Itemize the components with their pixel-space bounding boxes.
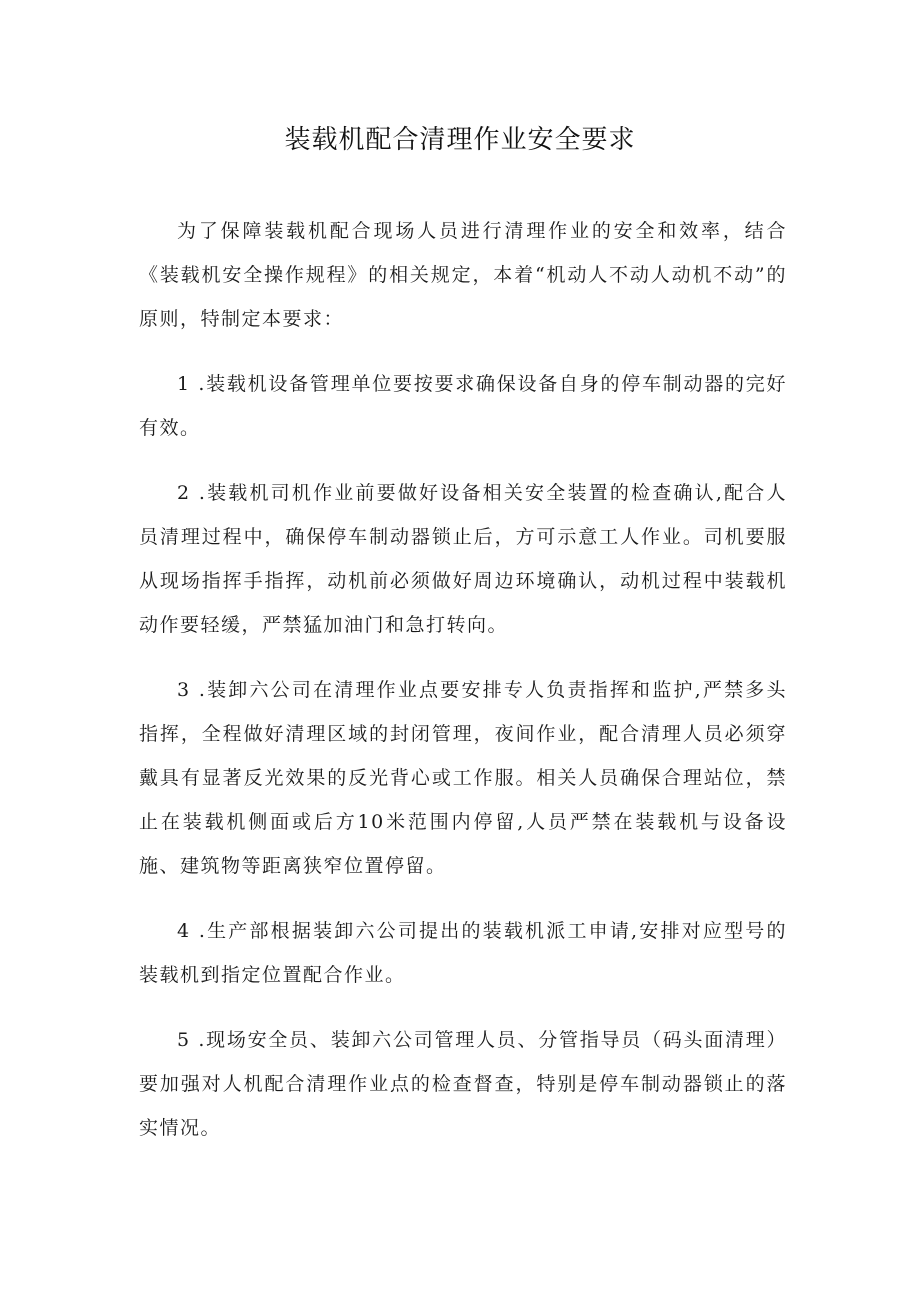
document-body (139, 209, 787, 1171)
requirement-item-1: 1 .装载机设备管理单位要按要求确保设备自身的停车制动器的完好有效。 (139, 373, 787, 439)
requirement-item-2: 2 .装载机司机作业前要做好设备相关安全装置的检查确认,配合人员清理过程中，确保停车制动器锁止后，方可示意工人作业。司机要服从现场指挥手指挥，动机前必须做好周边环境确认，动机过程中装载机动作要轻缓，严禁猛加油门和急打转向。 (139, 482, 787, 636)
intro-paragraph: 为了保障装载机配合现场人员进行清理作业的安全和效率，结合《装载机安全操作规程》的相关规定，本着“机动人不动人动机不动”的原则，特制定本要求： (139, 220, 787, 330)
requirement-item-4: 4 .生产部根据装卸六公司提出的装载机派工申请,安排对应型号的装载机到指定位置配合作业。 (139, 920, 787, 986)
requirement-item-3: 3 .装卸六公司在清理作业点要安排专人负责指挥和监护,严禁多头指挥，全程做好清理区域的封闭管理，夜间作业，配合清理人员必须穿戴具有显著反光效果的反光背心或工作服。相关人员确保合理站位，禁止在装载机侧面或后方10米范围内停留,人员严禁在装载机与设备设施、建筑物等距离狭窄位置停留。 (139, 679, 787, 877)
document-title: 装载机配合清理作业安全要求 (284, 125, 636, 155)
requirement-item-5: 5 .现场安全员、装卸六公司管理人员、分管指导员（码头面清理）要加强对人机配合清理作业点的检查督查，特别是停车制动器锁止的落实情况。 (139, 1029, 787, 1139)
